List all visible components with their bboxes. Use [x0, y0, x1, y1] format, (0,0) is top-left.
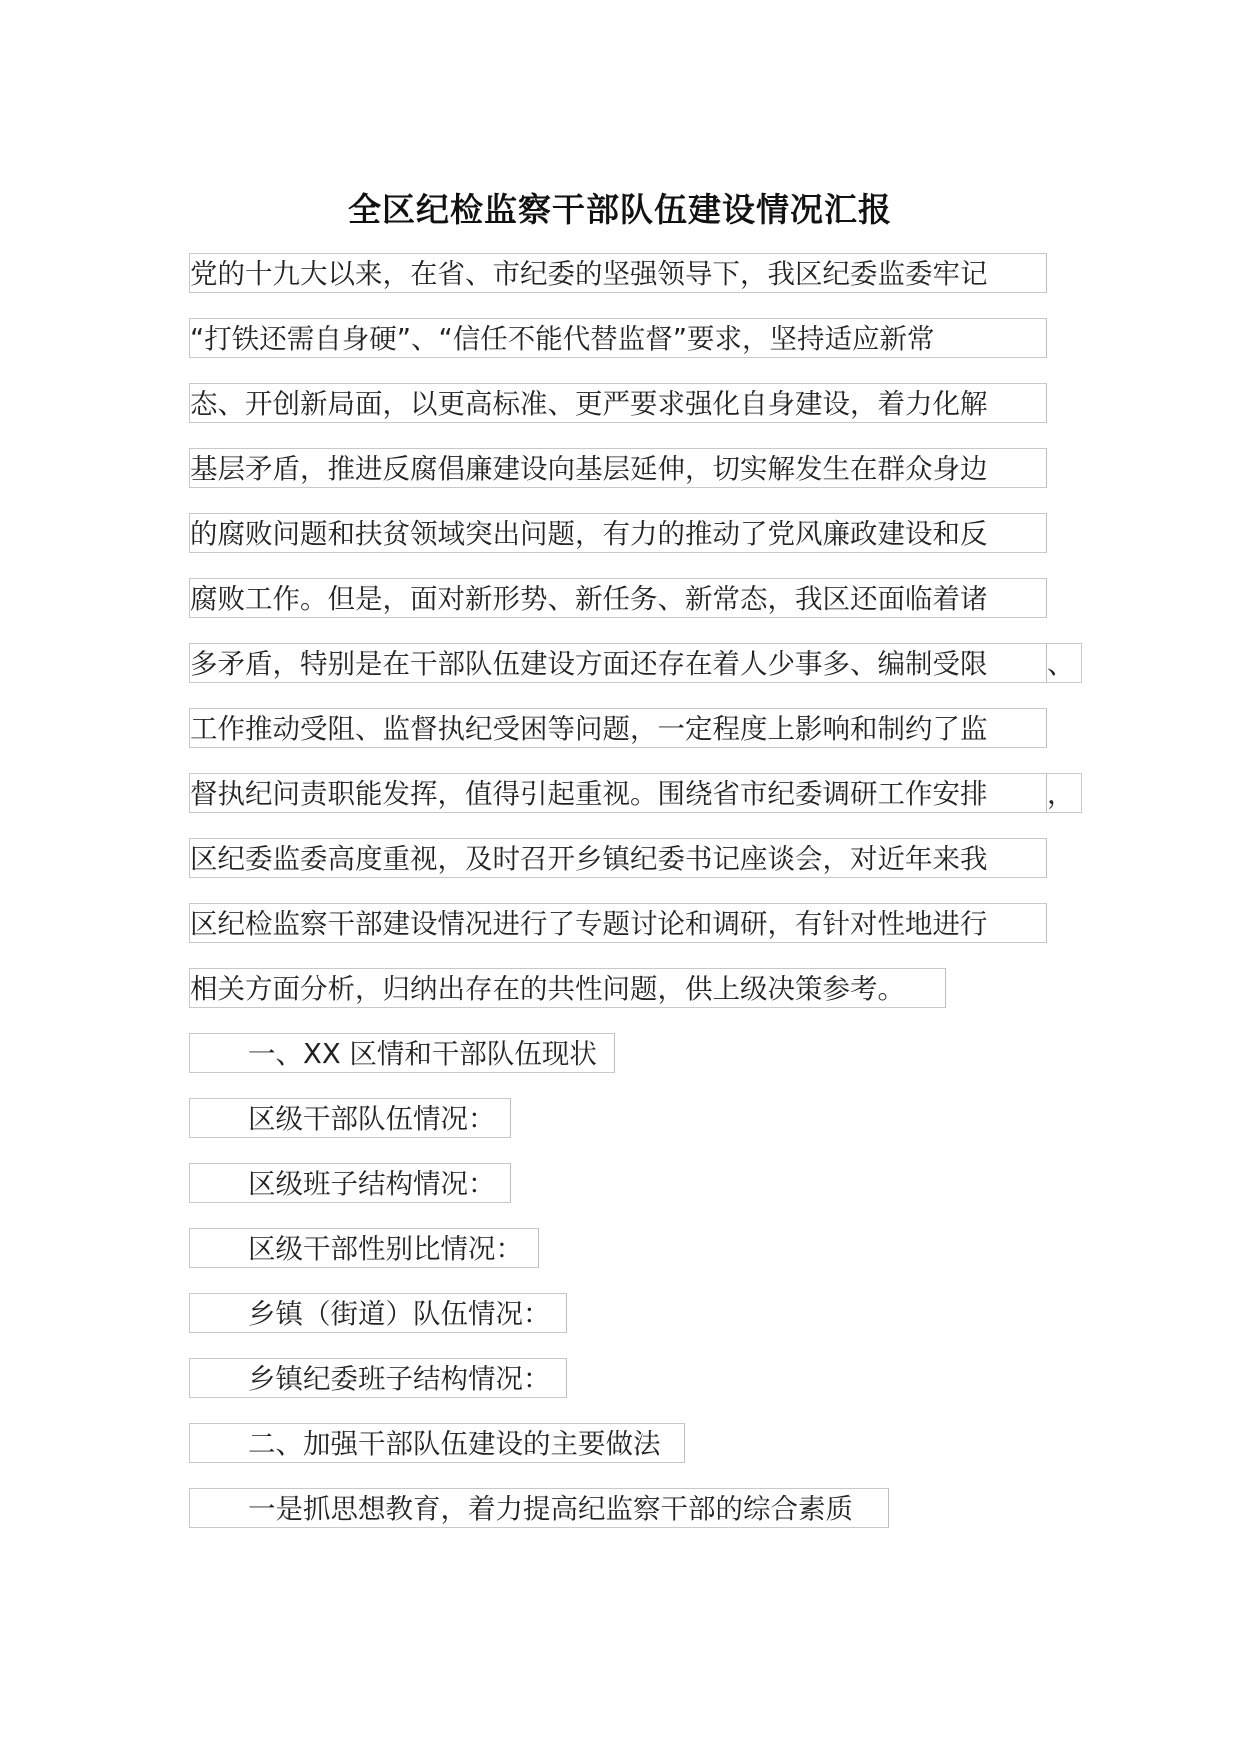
paragraph-line-3: 态、开创新局面，以更高标准、更严要求强化自身建设，着力化解 — [189, 383, 1047, 423]
paragraph-line-12: 相关方面分析，归纳出存在的共性问题，供上级决策参考。 — [189, 968, 946, 1008]
subsection-town-commission-structure: 乡镇纪委班子结构情况： — [189, 1358, 567, 1398]
paragraph-line-1: 党的十九大以来，在省、市纪委的坚强领导下，我区纪委监委牢记 — [189, 253, 1047, 293]
document-title: 全区纪检监察干部队伍建设情况汇报 — [348, 190, 892, 229]
subsection-district-team-structure: 区级班子结构情况： — [189, 1163, 511, 1203]
subsection-district-gender-ratio: 区级干部性别比情况： — [189, 1228, 539, 1268]
paragraph-line-10: 区纪委监委高度重视，及时召开乡镇纪委书记座谈会，对近年来我 — [189, 838, 1047, 878]
paragraph-line-7: 多矛盾，特别是在干部队伍建设方面还存在着人少事多、编制受限 — [189, 643, 1047, 683]
subsection-district-cadres: 区级干部队伍情况： — [189, 1098, 511, 1138]
paragraph-line-9-tail: ， — [1047, 773, 1082, 813]
paragraph-line-6: 腐败工作。但是，面对新形势、新任务、新常态，我区还面临着诸 — [189, 578, 1047, 618]
paragraph-line-9: 督执纪问责职能发挥，值得引起重视。围绕省市纪委调研工作安排 — [189, 773, 1047, 813]
paragraph-line-11: 区纪检监察干部建设情况进行了专题讨论和调研，有针对性地进行 — [189, 903, 1047, 943]
subsection-ideological-education: 一是抓思想教育，着力提高纪监察干部的综合素质 — [189, 1488, 889, 1528]
section-heading-1: 一、XX 区情和干部队伍现状 — [189, 1033, 615, 1073]
section-heading-2: 二、加强干部队伍建设的主要做法 — [189, 1423, 685, 1463]
paragraph-line-2: “打铁还需自身硬”、“信任不能代替监督”要求，坚持适应新常 — [189, 318, 1047, 358]
paragraph-line-4: 基层矛盾，推进反腐倡廉建设向基层延伸，切实解发生在群众身边 — [189, 448, 1047, 488]
paragraph-line-5: 的腐败问题和扶贫领域突出问题，有力的推动了党风廉政建设和反 — [189, 513, 1047, 553]
paragraph-line-8: 工作推动受阻、监督执纪受困等问题，一定程度上影响和制约了监 — [189, 708, 1047, 748]
paragraph-line-7-tail: 、 — [1047, 643, 1082, 683]
subsection-town-team: 乡镇（街道）队伍情况： — [189, 1293, 567, 1333]
